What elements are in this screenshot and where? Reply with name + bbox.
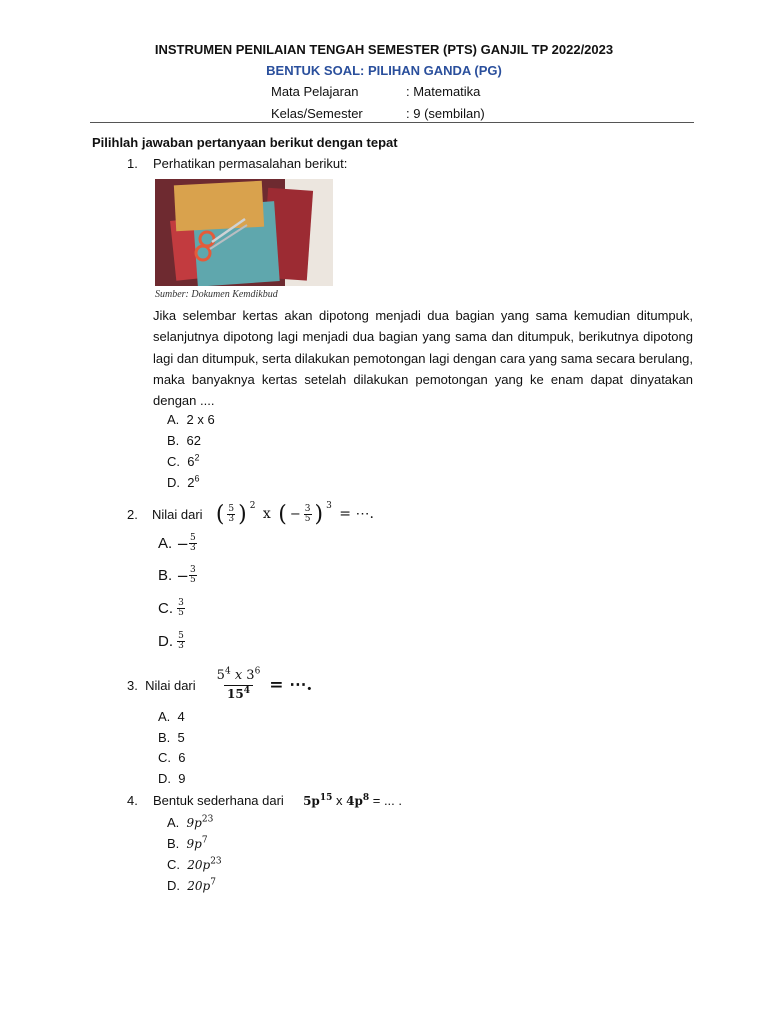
q2-option-d: D. $\frac{5}{3}$: [158, 631, 184, 651]
q2-option-b: B. − $\frac{3}{5}$: [158, 565, 196, 585]
image-caption: Sumber: Dokumen Kemdikbud: [155, 289, 278, 300]
meta-label-subject: Mata Pelajaran: [271, 84, 359, 99]
q3-option-d: D. 9: [158, 771, 186, 786]
q4-option-d: D. $20p^7$: [167, 877, 216, 893]
q4-option-b: B. $9p^7$: [167, 835, 208, 851]
q4-option-c: C. $20p^{23}$: [167, 856, 222, 872]
meta-value-class: : 9 (sembilan): [406, 106, 485, 121]
q2-option-a: A. − $\frac{5}{3}$: [158, 533, 196, 553]
q1-number: 1.: [127, 156, 138, 171]
q4-option-a: A. $9p^{23}$: [167, 814, 214, 830]
q2-option-c: C. $\frac{3}{5}$: [158, 598, 184, 618]
q2-number: 2.: [127, 507, 138, 522]
q3-option-b: B. 5: [158, 730, 185, 745]
q1-paragraph: Jika selembar kertas akan dipotong menjadi dua bagian yang sama kemudian ditumpuk, selanjutnya dipotong lagi menjadi dua bagian yang sama dan ditumpuk, berikutnya dipotong lagi dan ditumpuk, serta dilakukan pemotongan lagi dengan cara yang sama secara berulang, maka banyaknya kertas setelah dilakukan pemotongan yang ke enam dapat dinyatakan dengan ....: [153, 308, 693, 409]
meta-value-subject: : Matematika: [406, 84, 481, 99]
meta-label-class: Kelas/Semester: [271, 106, 363, 121]
q1-option-d: D. $2^6$: [167, 473, 200, 490]
q1-option-b: B. 62: [167, 433, 201, 448]
q1-text: Perhatikan permasalahan berikut:: [153, 156, 348, 171]
q4-expression: Bentuk sederhana dari $5p^{15}$ x $4p^8$ = ... .: [153, 793, 402, 808]
q2-expression: Nilai dari ( $\frac{5}{3}$ ) 2 x ( − $\frac{3}{5}$ ) 3 = ⋯.: [152, 501, 374, 527]
q3-option-a: A. 4: [158, 709, 185, 724]
q1-option-c: C. $6^2$: [167, 452, 200, 469]
q4-number: 4.: [127, 793, 138, 808]
header-divider: [90, 122, 694, 123]
q3-expression: 3. Nilai dari $\frac{5^4 x 3^6}{15^4}$ = ⋯.: [127, 666, 313, 702]
document-title: INSTRUMEN PENILAIAN TENGAH SEMESTER (PTS) GANJIL TP 2022/2023: [154, 42, 614, 57]
q3-option-c: C. 6: [158, 750, 186, 765]
paper-scissors-photo: [155, 179, 333, 286]
q1-option-a: A. 2 x 6: [167, 412, 215, 427]
instruction-text: Pilihlah jawaban pertanyaan berikut dengan tepat: [92, 135, 398, 150]
document-subtitle: BENTUK SOAL: PILIHAN GANDA (PG): [266, 63, 502, 78]
